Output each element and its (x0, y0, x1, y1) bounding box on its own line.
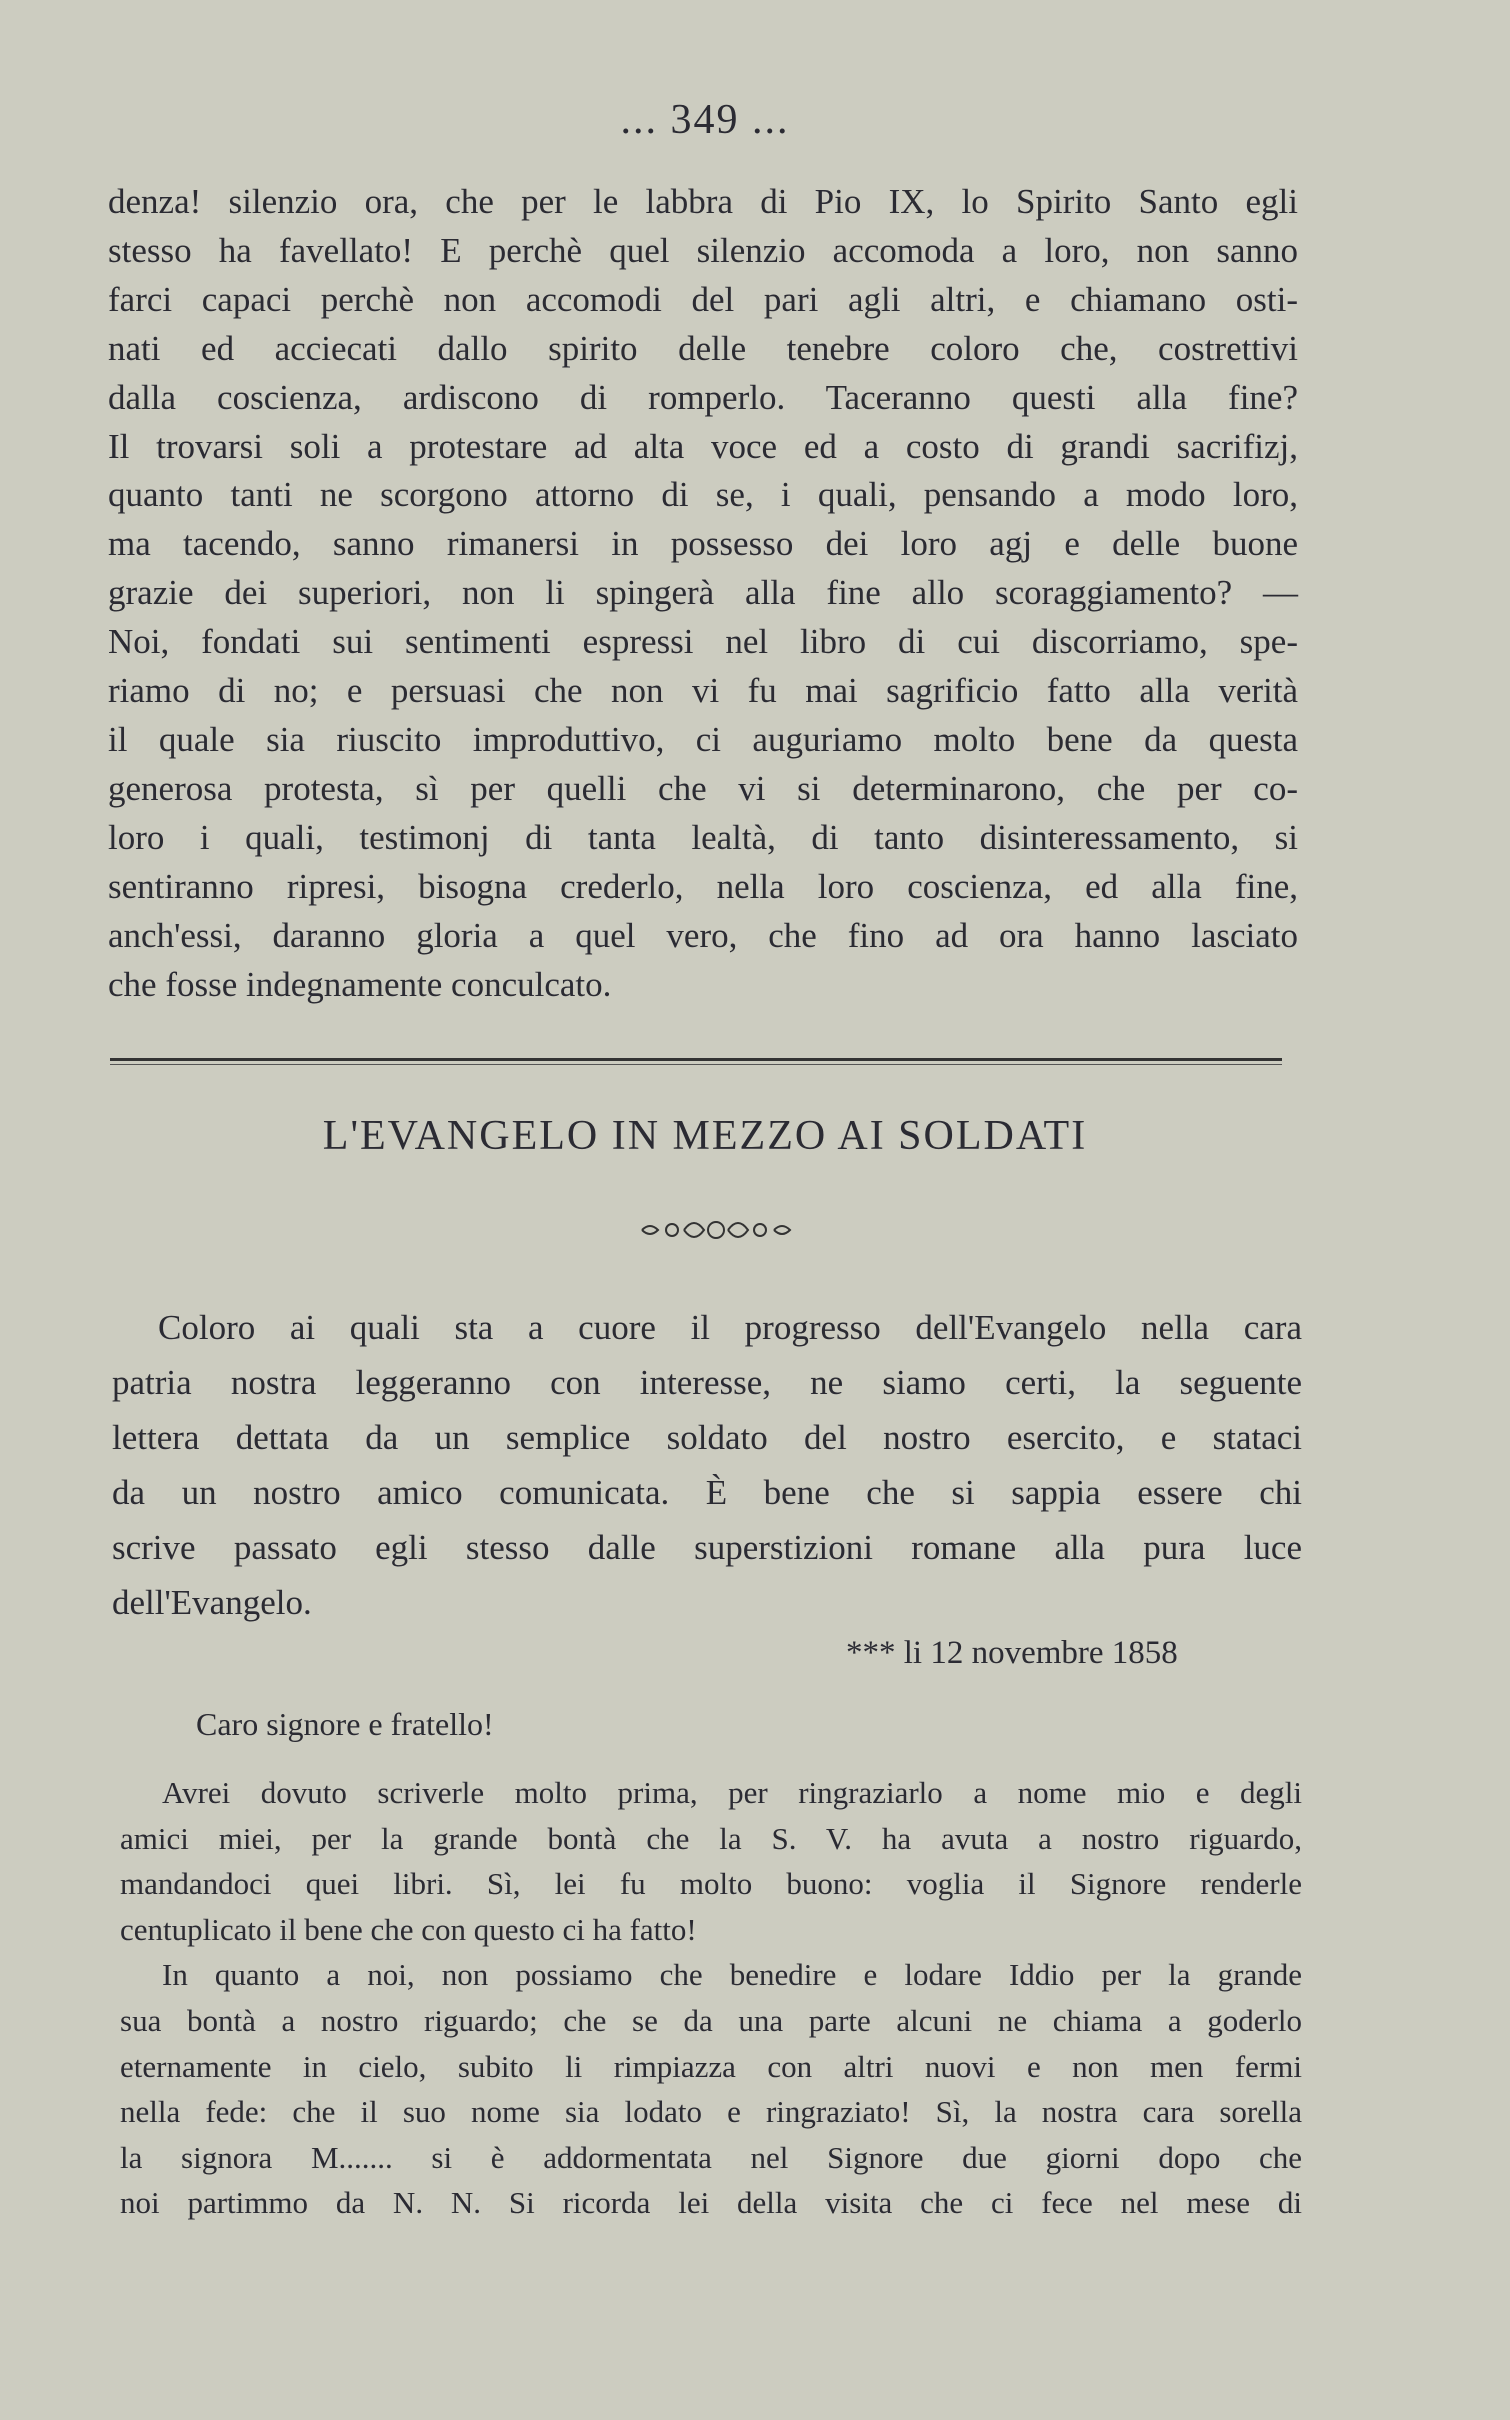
text-line: noi partimmo da N. N. Si ricorda lei della visita che ci fece nel mese di (120, 2185, 1302, 2221)
text-line: ma tacendo, sanno rimanersi in possesso dei loro agj e delle buone (108, 524, 1298, 564)
text-line: scrive passato egli stesso dalle superstizioni romane alla pura luce (112, 1528, 1302, 1567)
text-line: il quale sia riuscito improduttivo, ci auguriamo molto bene da questa (108, 719, 1298, 759)
letter-salutation: Caro signore e fratello! (196, 1706, 494, 1742)
text-line: Il trovarsi soli a protestare ad alta voce ed a costo di grandi sacrifizj, (108, 426, 1298, 466)
paragraph-continuation (108, 178, 1298, 1009)
text-line: Avrei dovuto scriverle molto prima, per ringraziarlo a nome mio e degli (162, 1775, 1302, 1810)
text-line: farci capaci perchè non accomodi del pari agli altri, e chiamano osti- (108, 279, 1298, 319)
text-line: In quanto a noi, non possiamo che benedire e lodare Iddio per la grande (162, 1957, 1302, 1993)
text-line: nella fede: che il suo nome sia lodato e ringraziato! Sì, la nostra cara sorella (120, 2094, 1302, 2130)
section-divider (110, 1058, 1282, 1065)
text-line: riamo di no; e persuasi che non vi fu mai sagrificio fatto alla verità (108, 671, 1298, 711)
ornament-icon (636, 1210, 796, 1250)
letter-dateline: *** li 12 novembre 1858 (846, 1635, 1178, 1671)
text-line: centuplicato il bene che con questo ci ha fatto! (120, 1911, 697, 1947)
text-line: anch'essi, daranno gloria a quel vero, che fino ad ora hanno lasciato (108, 915, 1298, 955)
text-line: Coloro ai quali sta a cuore il progresso dell'Evangelo nella cara (158, 1308, 1302, 1347)
letter-body (120, 1770, 1302, 2226)
text-line: amici miei, per la grande bontà che la S. V. ha avuta a nostro riguardo, (120, 1820, 1302, 1856)
text-line: che fosse indegnamente conculcato. (108, 964, 612, 1004)
text-line: stesso ha favellato! E perchè quel silenzio accomoda a loro, non sanno (108, 230, 1298, 270)
page-number: ... 349 ... (620, 97, 790, 143)
text-line: la signora M....... si è addormentata nel Signore due giorni dopo che (120, 2139, 1302, 2175)
text-line: quanto tanti ne scorgono attorno di se, i quali, pensando a modo loro, (108, 475, 1298, 515)
text-line: Noi, fondati sui sentimenti espressi nel libro di cui discorriamo, spe- (108, 622, 1298, 662)
intro-paragraph (112, 1300, 1302, 1630)
text-line: patria nostra leggeranno con interesse, ne siamo certi, la seguente (112, 1363, 1302, 1402)
text-line: da un nostro amico comunicata. È bene che si sappia essere chi (112, 1473, 1302, 1512)
text-line: denza! silenzio ora, che per le labbra di Pio IX, lo Spirito Santo egli (108, 182, 1298, 221)
section-title: L'EVANGELO IN MEZZO AI SOLDATI (322, 1113, 1088, 1159)
text-line: dell'Evangelo. (112, 1583, 312, 1622)
text-line: sua bontà a nostro riguardo; che se da una parte alcuni ne chiama a goderlo (120, 2002, 1302, 2038)
text-line: generosa protesta, sì per quelli che vi si determinarono, che per co- (108, 768, 1298, 808)
text-line: eternamente in cielo, subito li rimpiazza con altri nuovi e non men fermi (120, 2048, 1302, 2084)
text-line: grazie dei superiori, non li spingerà alla fine allo scoraggiamento? — (108, 573, 1298, 613)
text-line: mandandoci quei libri. Sì, lei fu molto buono: voglia il Signore renderle (120, 1866, 1302, 1902)
text-line: loro i quali, testimonj di tanta lealtà, di tanto disinteressamento, si (108, 817, 1298, 857)
text-line: lettera dettata da un semplice soldato del nostro esercito, e stataci (112, 1418, 1302, 1457)
text-line: sentiranno ripresi, bisogna crederlo, nella loro coscienza, ed alla fine, (108, 866, 1298, 906)
text-line: nati ed acciecati dallo spirito delle tenebre coloro che, costrettivi (108, 328, 1298, 368)
text-line: dalla coscienza, ardiscono di romperlo. Taceranno questi alla fine? (108, 377, 1298, 417)
